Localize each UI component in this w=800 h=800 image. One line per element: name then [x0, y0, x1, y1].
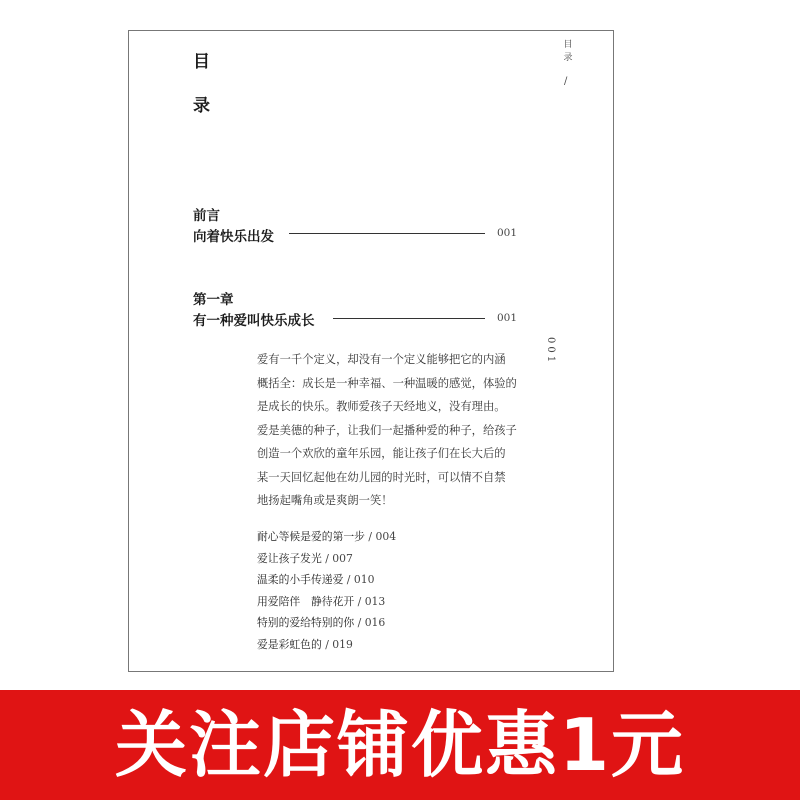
running-head-slash: / — [564, 76, 568, 87]
section-label-chapter-1: 第一章 — [193, 292, 234, 308]
entry-page-number: 004 — [375, 530, 397, 543]
page-folio: 001 — [545, 337, 556, 366]
running-head — [562, 39, 574, 65]
entry-title: 特别的爱给特别的你 — [257, 616, 355, 629]
entry-title: 爱让孩子发光 — [257, 551, 322, 565]
intro-line: 创造一个欢欣的童年乐园，能让孩子们在长大后的 — [257, 447, 506, 460]
entry-separator: / — [354, 594, 365, 608]
list-item[interactable] — [257, 634, 396, 656]
entry-page-number: 007 — [332, 551, 353, 565]
list-item[interactable] — [257, 612, 396, 634]
entry-separator: / — [321, 551, 333, 565]
entry-title: 爱是彩虹色的 — [257, 637, 322, 651]
intro-line: 爱是美德的种子，让我们一起播种爱的种子，给孩子 — [257, 423, 517, 437]
section-page-number: 001 — [497, 227, 518, 239]
list-item[interactable] — [257, 591, 396, 613]
intro-line: 是成长的快乐。教师爱孩子天经地义，没有理由。 — [257, 400, 506, 413]
entry-title: 用爱陪伴 静待花开 — [257, 594, 355, 608]
section-page-number: 001 — [497, 312, 518, 324]
intro-line: 地扬起嘴角或是爽朗一笑！ — [257, 494, 393, 507]
page-title-char-2: 录 — [193, 96, 210, 116]
entry-separator: / — [354, 616, 365, 629]
sub-entry-list — [257, 526, 396, 655]
toc-leader-line — [333, 318, 485, 319]
list-item[interactable] — [257, 526, 396, 548]
intro-line: 某一天回忆起他在幼儿园的时光时，可以情不自禁 — [257, 470, 506, 484]
entry-separator: / — [343, 573, 354, 586]
running-head-char-2: 录 — [563, 53, 573, 63]
promo-banner-text: 关注店铺优惠1元 — [114, 703, 686, 787]
entry-page-number: 010 — [353, 573, 375, 586]
entry-separator: / — [364, 530, 376, 543]
entry-title: 耐心等候是爱的第一步 — [257, 530, 365, 543]
intro-line: 概括全：成长是一种幸福、一种温暖的感觉，体验的 — [257, 376, 517, 390]
section-title-preface[interactable]: 向着快乐出发 — [193, 229, 274, 245]
chapter-intro-paragraph — [257, 348, 519, 513]
running-head-char-1: 目 — [563, 40, 573, 50]
entry-title: 温柔的小手传递爱 — [257, 573, 344, 586]
promo-banner[interactable] — [0, 690, 800, 800]
toc-leader-line — [289, 233, 485, 234]
section-title-chapter-1[interactable]: 有一种爱叫快乐成长 — [193, 313, 315, 329]
list-item[interactable] — [257, 548, 396, 570]
entry-page-number: 019 — [332, 637, 353, 651]
entry-separator: / — [321, 637, 333, 651]
intro-line: 爱有一千个定义，却没有一个定义能够把它的内涵 — [257, 353, 506, 366]
section-label-preface: 前言 — [193, 208, 220, 224]
entry-page-number: 013 — [364, 594, 386, 608]
entry-page-number: 016 — [364, 616, 386, 629]
list-item[interactable] — [257, 569, 396, 591]
book-page — [128, 30, 614, 672]
page-title-char-1: 目 — [193, 52, 210, 72]
